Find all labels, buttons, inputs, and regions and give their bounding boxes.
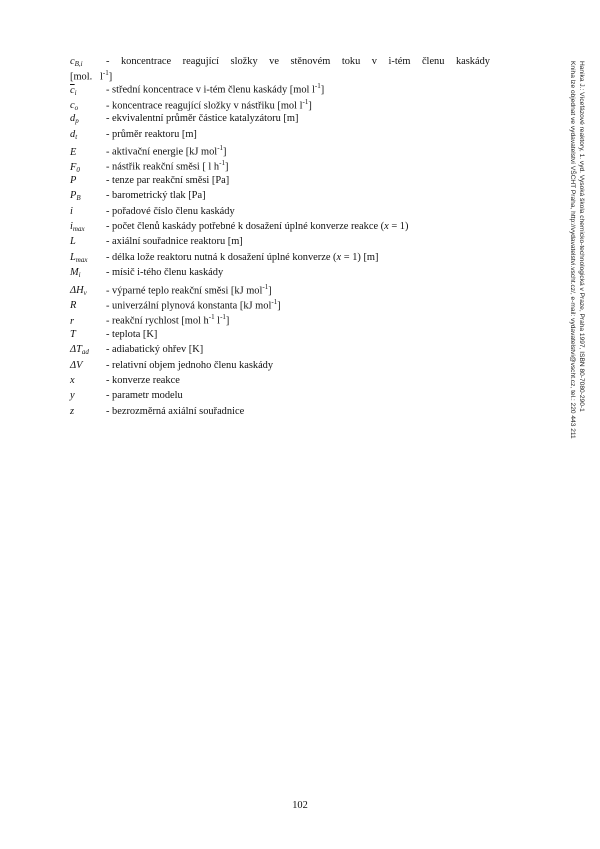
symbol-description: - axiální souřadnice reaktoru [m] <box>106 236 243 248</box>
symbol: $d_p$ <box>70 113 79 126</box>
symbol: T <box>70 328 76 340</box>
symbol: $d_t$ <box>70 128 78 141</box>
symbol-description: - ekvivalentní průměr částice katalyzátoru [m] <box>106 113 299 125</box>
symbol-description: - relativní objem jednoho členu kaskády <box>106 359 274 371</box>
symbol: P <box>70 174 77 186</box>
symbol-description: - střední koncentrace v i-tém členu kaskády [mol $l^{-1}$] <box>106 82 325 96</box>
symbol: L <box>70 236 76 248</box>
symbol: r <box>70 315 75 327</box>
symbol-row <box>70 129 490 144</box>
citation-line: Hanika J.: Vícefázové reaktory, 1. vyd. Vysoká škola chemicko-technologická v Praze, Praha 1997, ISBN 80-7080-290-1 <box>578 61 585 412</box>
symbol-row <box>70 190 490 205</box>
symbol-row <box>70 252 490 267</box>
symbol-row <box>70 360 490 375</box>
symbol-description-continued: [mol. $l^{-1}$] <box>70 69 113 83</box>
symbol: z <box>70 405 75 417</box>
symbol: R <box>70 300 77 312</box>
symbol-row <box>70 159 490 174</box>
symbol: $c_{B,i}$ <box>70 56 83 68</box>
symbol: E <box>70 146 77 158</box>
symbol-row <box>70 283 490 298</box>
symbol-list <box>70 56 490 421</box>
symbol-description: - aktivační energie [kJ mol$^{-1}$] <box>106 144 227 158</box>
symbol: ΔV <box>70 359 83 371</box>
symbol-row <box>70 82 490 97</box>
symbol-description: - počet členů kaskády potřebné k dosažení úplné konverze reakce (x = 1) <box>106 220 409 232</box>
symbol-description: - tenze par reakční směsi [Pa] <box>106 174 230 186</box>
symbol: $\overline{c}_i$ <box>70 84 77 97</box>
symbol-row <box>70 298 490 313</box>
symbol-description: - reakční rychlost [mol $h^{-1}$ $l^{-1}$] <box>106 313 230 327</box>
symbol-row <box>70 267 490 282</box>
symbol: $i_{max}$ <box>70 220 85 233</box>
symbol: $P_B$ <box>70 190 81 203</box>
symbol-row <box>70 313 490 328</box>
symbol-row <box>70 113 490 128</box>
symbol-row <box>70 221 490 236</box>
symbol-description: - koncentrace reagující složky ve stěnovém toku v i-tém členu kaskády <box>106 56 490 67</box>
symbol-description: - průměr reaktoru [m] <box>106 128 197 140</box>
symbol: $\Delta H_v$ <box>70 285 87 298</box>
symbol: x <box>70 374 75 386</box>
symbol-row <box>70 406 490 421</box>
symbol: $M_i$ <box>70 267 81 280</box>
symbol-row <box>70 344 490 359</box>
symbol-row <box>70 375 490 390</box>
side-citation <box>560 61 586 561</box>
symbol-description: - adiabatický ohřev [K] <box>106 344 204 356</box>
symbol: i <box>70 205 73 217</box>
symbol-row <box>70 144 490 159</box>
symbol-description: - výparné teplo reakční směsi [kJ mol$^{-1}$] <box>106 282 272 297</box>
symbol: $L_{max}$ <box>70 251 88 264</box>
symbol: y <box>70 390 75 402</box>
symbol: $\Delta T_{ad}$ <box>70 344 89 357</box>
symbol-description: - univerzální plynová konstanta [kJ mol$^{-1}$] <box>106 297 281 312</box>
symbol: $c_o$ <box>70 100 79 113</box>
symbol-description: - bezrozměrná axiální souřadnice <box>106 405 245 417</box>
symbol-description: - nástřik reakční směsi [ l $h^{-1}$] <box>106 159 229 173</box>
symbol-row <box>70 56 490 82</box>
page-number: 102 <box>292 800 308 811</box>
symbol-row <box>70 390 490 405</box>
publisher-line: Kniha lze objednat ve vydavatelství VŠCHT Praha, http://vydavatelstvi.vscht.cz/, e-mail: vydavatelstvi@vscht.cz, tel.: 220 443 211 <box>569 61 576 439</box>
symbol-description: - pořadové číslo členu kaskády <box>106 205 235 217</box>
symbol-description: - barometrický tlak [Pa] <box>106 190 206 202</box>
symbol-description: - délka lože reaktoru nutná k dosažení úplné konverze (x = 1) [m] <box>106 251 379 263</box>
symbol-description: - konverze reakce <box>106 374 180 386</box>
symbol-description: - koncentrace reagující složky v nástřiku [mol $l^{-1}$] <box>106 97 312 112</box>
symbol-description: - teplota [K] <box>106 328 158 340</box>
symbol-description: - parametr modelu <box>106 390 183 402</box>
symbol-description: - mísič i-tého členu kaskády <box>106 267 224 279</box>
symbol-row <box>70 236 490 251</box>
symbol-row <box>70 98 490 113</box>
symbol-row <box>70 329 490 344</box>
symbol: $F_0$ <box>70 161 80 174</box>
symbol-row <box>70 175 490 190</box>
symbol-row <box>70 206 490 221</box>
